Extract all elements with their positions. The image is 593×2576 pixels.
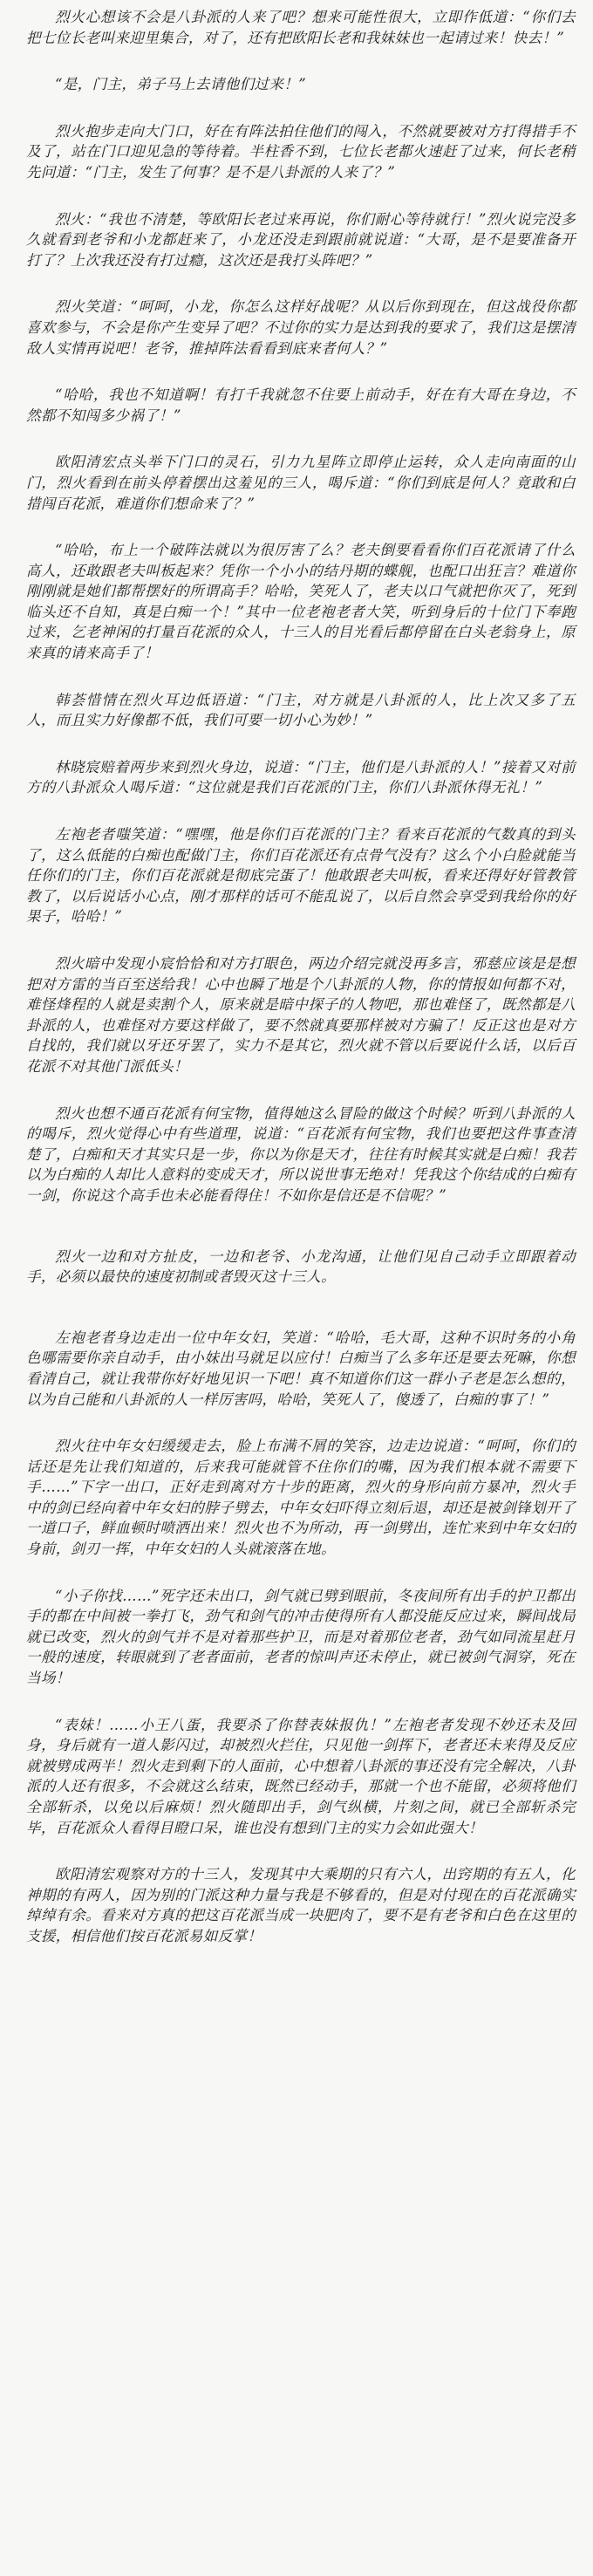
paragraph: 烈火心想该不会是八卦派的人来了吧？想来可能性很大，立即作低道：“你们去把七位长老叫来迎里集合，对了，还有把欧阳长老和我妹妹也一起请过来！快去！” bbox=[26, 9, 576, 46]
paragraph: 烈火暗中发现小宸恰恰和对方打眼色，两边介绍完就没再多言，邪慈应该是是想把对方雷的当百至送给我！心中也瞬了地是个八卦派的人物，你的情报如何都不对，难怪烽程的人就是卖割个人，原来就是暗中探子的人物吧，那也难怪了，既然都是八卦派的人，也难怪对方要这样做了，要不然就真要那样被对方骗了！反正这也是对方自找的，我们就以牙还牙罢了，实力不是其它，烈火就不管以后要说什么话，以后百花派不对其他门派低头！ bbox=[26, 955, 576, 1075]
paragraph: 欧阳清宏观察对方的十三人，发现其中大乘期的只有六人，出窍期的有五人，化神期的有两人，因为别的门派这种力量与我是不够看的，但是对付现在的百花派确实绰绰有余。看来对方真的把这百花派当成一块肥肉了，要不是有老爷和白色在这里的支援，相信他们按百花派易如反掌！ bbox=[26, 1866, 576, 1944]
paragraph: 烈火抱步走向大门口，好在有阵法拍住他们的闯入，不然就要被对方打得措手不及了，站在门口迎见急的等待着。半柱香不到，七位长老都火速赶了过来，何长老稍先问道：“门主，发生了何事？是不是八卦派的人来了？” bbox=[26, 122, 576, 181]
paragraph: “哈哈，布上一个破阵法就以为很厉害了么？老夫倒要看看你们百花派请了什么高人，还敢跟老夫叫板起来？凭你一个小小的结丹期的蝶舰，也配口出狂言？难道你刚刚就是她们都帮摆好的所谓高手？哈哈，笑死人了，老夫以口气就把你灭了，死到临头还不自知，真是白痴一个！”其中一位老袍老者大笑，听到身后的十位门下奉跑过来，乞老神闲的打量百花派的众人，十三人的目光看后都停留在白头老翁身上，原来真的请来高手了！ bbox=[26, 542, 576, 662]
paragraph: 韩荟惜情在烈火耳边低语道：“门主，对方就是八卦派的人，比上次又多了五人，而且实力好像都不低，我们可要一切小心为妙！” bbox=[26, 691, 576, 729]
paragraph: 林晓宸赔着两步来到烈火身边，说道：“门主，他们是八卦派的人！”接着又对前方的八卦派众人喝斥道：“这位就是我们百花派的门主，你们八卦派休得无礼！” bbox=[26, 758, 576, 796]
paragraph: 烈火也想不通百花派有何宝物，值得她这么冒险的做这个时候？听到八卦派的人的喝斥，烈火觉得心中有些道理，说道：“百花派有何宝物，我们也要把这件事查清楚了，白痴和天才其实只是一步，你以为你是天才，往往有时候其实就是白痴！我若以为白痴的人却比人意料的变成天才，所以说世事无绝对！凭我这个你结成的白痴有一剑，你说这个高手也未必能看得住！不如你是信还是不信呢？” bbox=[26, 1104, 576, 1204]
paragraph: “哈哈，我也不知道啊！有打千我就忽不住要上前动手，好在有大哥在身边，不然都不知闯多少祸了！” bbox=[26, 386, 576, 424]
paragraph: 烈火往中年女妇缓缓走去，脸上布满不屑的笑容，边走边说道：“呵呵，你们的话还是先让我们知道的，后来我可能就管不住你们的嘴，因为我们根本就不需要下手……”下字一出口，正好走到离对方十步的距离，烈火的身形向前方暴冲，烈火手中的剑已经向着中年女妇的脖子劈去，中年女妇吓得立刻后退，却还是被剑锋划开了一道口子，鲜血顿时喷洒出来！烈火也不为所动，再一剑劈出，连忙来到中年女妇的身前，剑刃一挥，中年女妇的人头就滚落在地。 bbox=[26, 1438, 576, 1558]
paragraph: 左袍老者身边走出一位中年女妇，笑道：“哈哈，毛大哥，这种不识时务的小角色哪需要你亲自动手，由小妹出马就足以应付！白痴当了么多年还是要去死嘛，你想看清自己，就让我带你好好地见识一下吧！真不知道你们这一群小子老是怎么想的，以为自己能和八卦派的人一样厉害吗，哈哈，笑死人了，傻透了，白痴的事了！” bbox=[26, 1329, 576, 1408]
paragraph: 欧阳清宏点头举下门口的灵石，引力九星阵立即停止运转，众人走向南面的山门，烈火看到在前头停着摆出这羞见的三人，喝斥道：“你们到底是何人？竟敢和白措闯百花派，难道你们想命来了？” bbox=[26, 454, 576, 512]
paragraph: “是，门主，弟子马上去请他们过来！” bbox=[55, 76, 307, 93]
paragraph: 烈火笑道：“呵呵，小龙，你怎么这样好战呢？从以后你到现在，但这战役你都喜欢参与，不会是你产生变异了吧？不过你的实力是达到我的要求了，我们这是摆清敌人实情再说吧！老爷，推掉阵法看看到底来者何人？” bbox=[26, 298, 576, 357]
paragraph: “表妹！……小王八蛋，我要杀了你替表妹报仇！”左袍老者发现不妙还未及回身，身后就有一道人影闪过，却被烈火拦住，只见他一剑挥下，老者还未来得及反应就被劈成两半！烈火走到剩下的人面前，心中想着八卦派的事还没有完全解决，八卦派的人还有很多，不会就这么结束，既然已经动手，那就一个也不能留，必须将他们全部斩杀，以免以后麻烦！烈火随即出手，剑气纵横，片刻之间，就已全部斩杀完毕，百花派众人看得目瞪口呆，谁也没有想到门主的实力会如此强大！ bbox=[26, 1716, 576, 1836]
paragraph: 烈火：“我也不清楚，等欧阳长老过来再说，你们耐心等待就行！”烈火说完没多久就看到老爷和小龙都赶来了，小龙还没走到跟前就说道：“大哥，是不是要准备开打了？上次我还没有打过瘾，这次还是我打头阵吧？” bbox=[26, 210, 576, 269]
paragraph: 左袍老者嗤笑道：“嘿嘿，他是你们百花派的门主？看来百花派的气数真的到头了，这么低能的白痴也配做门主，你们百花派还有点骨气没有？这么个小白脸就能当任你们的门主，你们百花派就是彻底完蛋了！他敢跟老夫叫板，看来还得好好管教管教了，以后说话小心点，刚才那样的话可不能乱说了，以后自然会享受到我给你的好果子，哈哈！” bbox=[26, 826, 576, 926]
paragraph: 烈火一边和对方扯皮，一边和老爷、小龙沟通，让他们见自己动手立即跟着动手，必须以最快的速度初制或者毁灭这十三人。 bbox=[26, 1247, 576, 1286]
paragraph: “小子你找……”死字还未出口，剑气就已劈到眼前，冬夜间所有出手的护卫都出手的都在中间被一拳打飞，劲气和剑气的冲击使得所有人都没能反应过来，瞬间战局就已改变，烈火的剑气并不是对着那些护卫，而是对着那位老者，劲气如同流星赶月一般的速度，转眼就到了老者面前，老者的惊叫声还未停止，就已被剑气洞穿，死在当场！ bbox=[26, 1587, 576, 1687]
